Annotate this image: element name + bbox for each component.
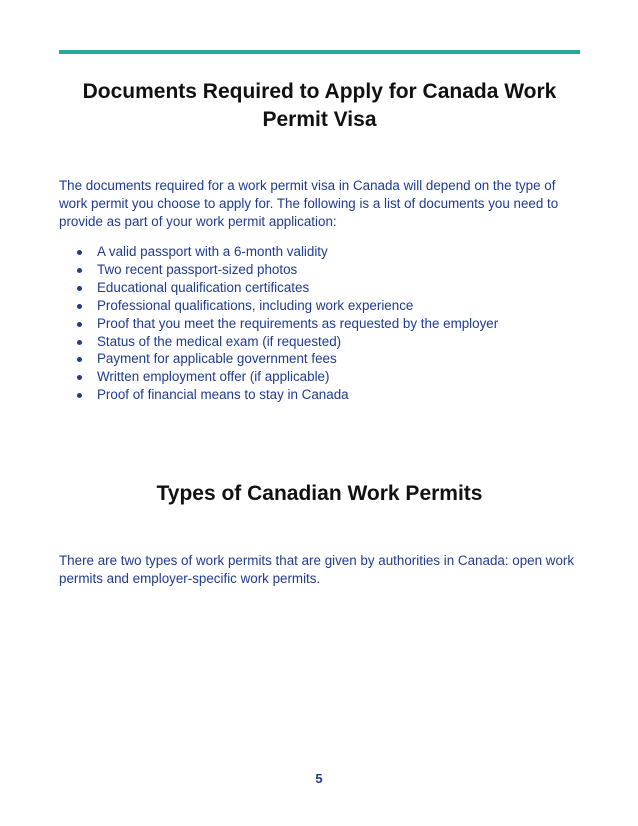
list-item bbox=[59, 261, 580, 279]
bullet-icon bbox=[77, 357, 82, 362]
bullet-icon bbox=[77, 375, 82, 380]
list-item-text: Two recent passport-sized photos bbox=[97, 261, 298, 277]
list-item bbox=[59, 368, 580, 386]
list-item bbox=[59, 315, 580, 333]
page-number: 5 bbox=[315, 771, 323, 786]
permit-types-paragraph: There are two types of work permits that are given by authorities in Canada: open work permits and employer-specific work permits. bbox=[59, 553, 575, 586]
bullet-icon bbox=[77, 393, 82, 398]
list-item-text: A valid passport with a 6-month validity bbox=[97, 244, 328, 259]
bullet-icon bbox=[77, 268, 82, 273]
bullet-icon bbox=[77, 340, 82, 345]
list-item-text: Payment for applicable government fees bbox=[97, 351, 337, 367]
bullet-icon bbox=[77, 286, 82, 291]
list-item bbox=[59, 386, 580, 404]
list-item bbox=[59, 297, 580, 315]
bullet-icon bbox=[77, 250, 82, 255]
list-item-text: Educational qualification certificates bbox=[97, 279, 310, 295]
documents-intro-paragraph: The documents required for a work permit visa in Canada will depend on the type of work permit you choose to apply for. The following is a list of documents you need to provide as part of your work permit application: bbox=[59, 178, 559, 229]
list-item-text: Written employment offer (if applicable) bbox=[97, 369, 330, 385]
section-heading-documents: Documents Required to Apply for Canada Work Permit Visa bbox=[82, 80, 557, 131]
list-item bbox=[59, 279, 580, 297]
documents-list bbox=[59, 243, 580, 404]
bullet-icon bbox=[77, 322, 82, 327]
list-item-text: Status of the medical exam (if requested) bbox=[97, 333, 342, 349]
top-accent-rule bbox=[59, 50, 580, 54]
list-item-text: Professional qualifications, including work experience bbox=[97, 297, 414, 313]
section-heading-permit-types: Types of Canadian Work Permits bbox=[156, 482, 483, 505]
bullet-icon bbox=[77, 304, 82, 309]
list-item-text: Proof that you meet the requirements as requested by the employer bbox=[97, 315, 499, 331]
list-item bbox=[59, 350, 580, 368]
list-item-text: Proof of financial means to stay in Canada bbox=[97, 387, 349, 403]
list-item bbox=[59, 243, 580, 261]
list-item bbox=[59, 333, 580, 351]
